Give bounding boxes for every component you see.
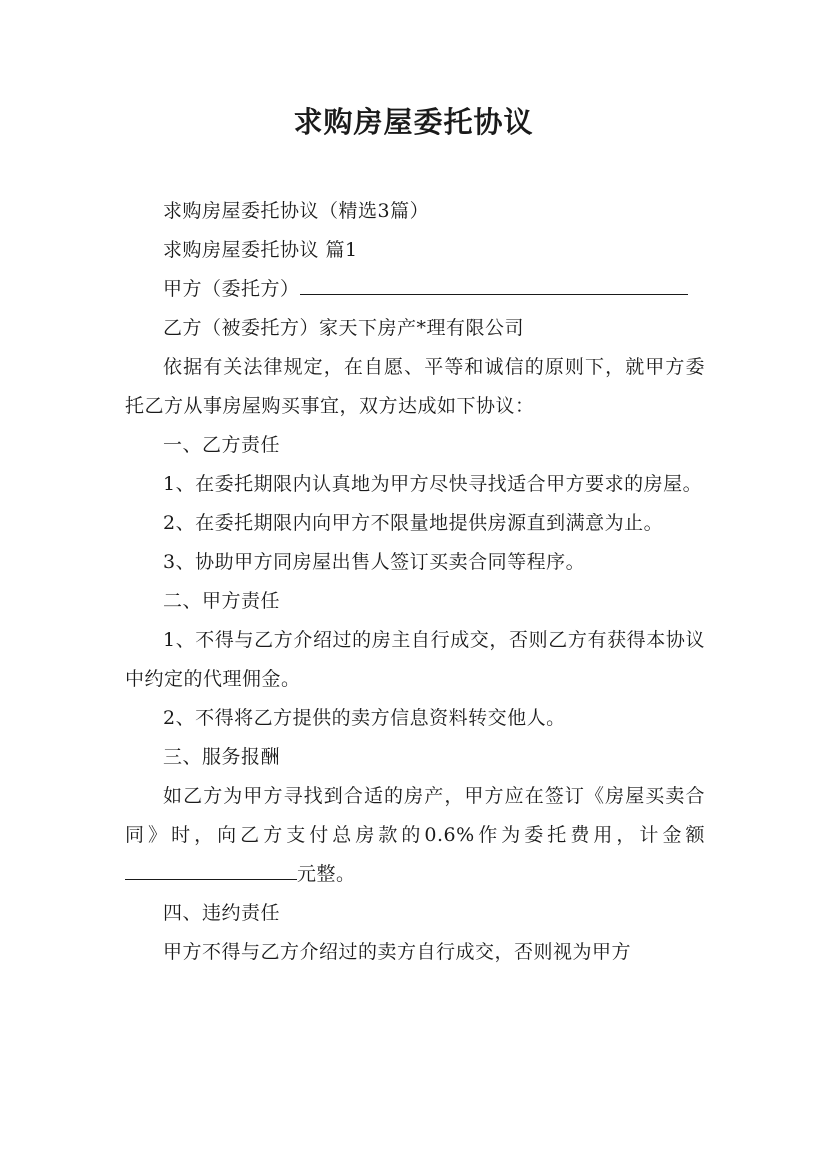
party-a-blank-line — [300, 274, 688, 295]
paragraph-section-title: 求购房屋委托协议 篇1 — [163, 239, 358, 261]
clause-liability: 甲方不得与乙方介绍过的卖方自行成交，否则视为甲方 — [163, 941, 632, 963]
clause-b-2: 2、在委托期限内向甲方不限量地提供房源直到满意为止。 — [163, 512, 664, 534]
clause-a-1: 1、不得与乙方介绍过的房主自行成交，否则乙方有获得本协议中约定的代理佣金。 — [125, 629, 705, 690]
paragraph-subtitle: 求购房屋委托协议（精选3篇） — [163, 200, 430, 222]
document-body — [125, 192, 705, 972]
fee-amount-blank-line — [125, 859, 297, 880]
heading-service-fee: 三、服务报酬 — [163, 746, 281, 768]
clause-b-3: 3、协助甲方同房屋出售人签订买卖合同等程序。 — [163, 551, 586, 573]
heading-liability: 四、违约责任 — [163, 902, 281, 924]
document-title: 求购房屋委托协议 — [293, 105, 534, 139]
paragraph-preamble: 依据有关法律规定，在自愿、平等和诚信的原则下，就甲方委托乙方从事房屋购买事宜，双方达成如下协议： — [125, 356, 705, 417]
clause-b-1: 1、在委托期限内认真地为甲方尽快寻找适合甲方要求的房屋。 — [163, 473, 703, 495]
paragraph-party-b: 乙方（被委托方）家天下房产*理有限公司 — [163, 317, 525, 339]
party-a-label: 甲方（委托方） — [163, 278, 300, 300]
paragraph-party-a — [125, 270, 705, 309]
clause-service-fee — [125, 777, 705, 894]
service-fee-suffix: 元整。 — [297, 863, 356, 885]
clause-a-2: 2、不得将乙方提供的卖方信息资料转交他人。 — [163, 707, 566, 729]
heading-party-b-duties: 一、乙方责任 — [163, 434, 281, 456]
heading-party-a-duties: 二、甲方责任 — [163, 590, 281, 612]
service-fee-text: 如乙方为甲方寻找到合适的房产，甲方应在签订《房屋买卖合同》时，向乙方支付总房款的0.6%作为委托费用，计金额 — [125, 785, 705, 846]
